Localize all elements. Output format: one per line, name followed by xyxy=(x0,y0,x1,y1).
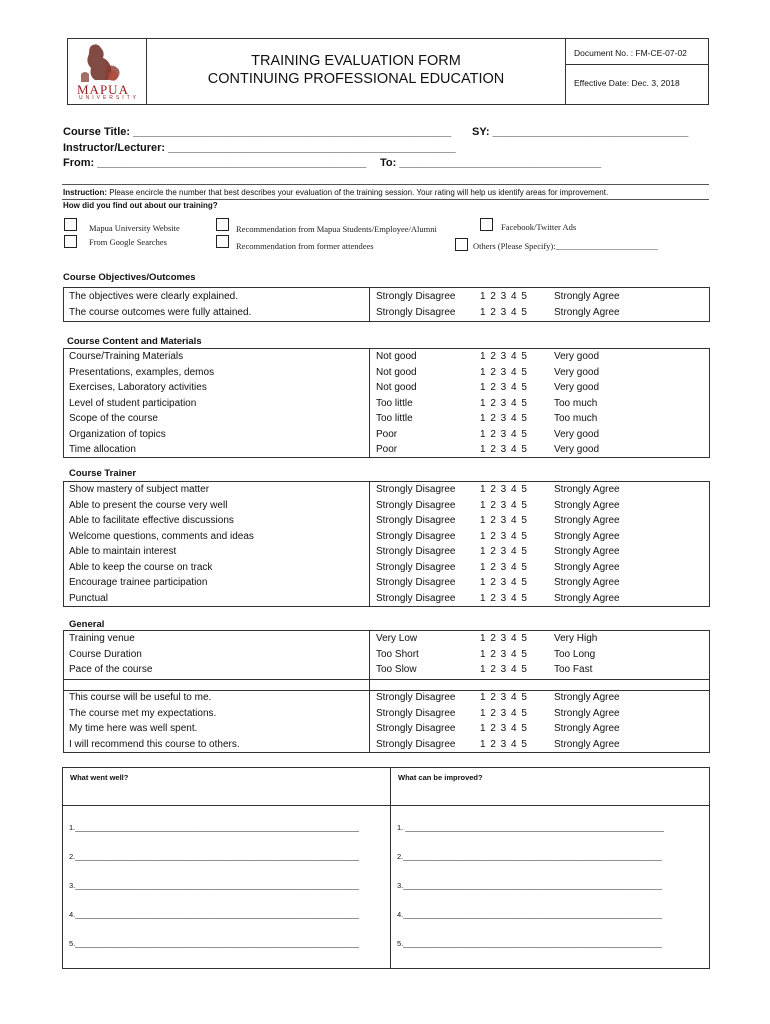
table-row xyxy=(64,411,709,427)
effective-date: Effective Date: Dec. 3, 2018 xyxy=(574,78,680,88)
answer-line[interactable]: 3.____________________________________________________________________ xyxy=(69,881,359,890)
table-row xyxy=(64,647,709,663)
question-text: Welcome questions, comments and ideas xyxy=(69,530,254,542)
scale-low-label: Not good xyxy=(376,366,417,378)
answer-line[interactable]: 2.______________________________________________________________ xyxy=(397,852,662,861)
scale-high-label: Strongly Agree xyxy=(554,592,620,604)
source-others-label[interactable]: Others (Please Specify):________________________ xyxy=(473,241,658,251)
from-field[interactable]: From: ____________________________________________ xyxy=(63,157,367,169)
table-row xyxy=(64,721,709,737)
question-text: Punctual xyxy=(69,592,108,604)
rating-scale[interactable]: 1 2 3 4 5 xyxy=(480,515,528,526)
question-text: Able to keep the course on track xyxy=(69,561,213,573)
scale-low-label: Not good xyxy=(376,351,417,362)
rating-scale[interactable]: 1 2 3 4 5 xyxy=(480,707,528,719)
general-table xyxy=(63,630,710,753)
scale-low-label: Strongly Disagree xyxy=(376,738,456,750)
scale-low-label: Strongly Disagree xyxy=(376,723,456,734)
logo-subtext: UNIVERSITY xyxy=(79,95,140,101)
title-line2: CONTINUING PROFESSIONAL EDUCATION xyxy=(207,71,505,87)
question-text: Able to present the course very well xyxy=(69,499,228,511)
answer-line[interactable]: 5.____________________________________________________________________ xyxy=(69,939,359,948)
scale-high-label: Strongly Agree xyxy=(554,738,620,750)
rating-scale[interactable]: 1 2 3 4 5 xyxy=(480,382,528,393)
document-number: Document No. : FM-CE-07-02 xyxy=(574,48,687,58)
feedback-divider xyxy=(390,768,391,968)
checkbox-rec-former[interactable] xyxy=(216,235,229,248)
rating-scale[interactable]: 1 2 3 4 5 xyxy=(480,530,528,542)
source-social-label: Facebook/Twitter Ads xyxy=(501,222,577,232)
question-text: Scope of the course xyxy=(69,413,158,424)
question-text: Show mastery of subject matter xyxy=(69,484,210,495)
section-content-title: Course Content and Materials xyxy=(67,336,202,347)
scale-low-label: Poor xyxy=(376,444,398,455)
feedback-header-rule xyxy=(63,805,709,806)
improve-label: What can be improved? xyxy=(398,773,483,782)
question-text: Presentations, examples, demos xyxy=(69,366,215,378)
scale-low-label: Strongly Disagree xyxy=(376,306,456,318)
question-text: Encourage trainee participation xyxy=(69,577,208,588)
table-row xyxy=(64,631,709,647)
answer-line[interactable]: 1. ______________________________________________________________ xyxy=(397,823,664,832)
scale-low-label: Strongly Disagree xyxy=(376,515,456,526)
rating-scale[interactable]: 1 2 3 4 5 xyxy=(480,664,528,675)
document-info-box xyxy=(565,38,709,105)
question-text: The objectives were clearly explained. xyxy=(69,291,238,302)
table-row xyxy=(64,560,709,576)
rating-scale[interactable]: 1 2 3 4 5 xyxy=(480,484,528,495)
table-row xyxy=(64,396,709,412)
question-text: This course will be useful to me. xyxy=(69,692,212,703)
rating-scale[interactable]: 1 2 3 4 5 xyxy=(480,444,528,455)
checkbox-others[interactable] xyxy=(455,238,468,251)
rating-scale[interactable]: 1 2 3 4 5 xyxy=(480,633,528,644)
rating-scale[interactable]: 1 2 3 4 5 xyxy=(480,692,528,703)
instruction-top-rule xyxy=(62,184,709,185)
question-text: Course Duration xyxy=(69,648,142,660)
feedback-box xyxy=(62,767,710,969)
scale-low-label: Strongly Disagree xyxy=(376,707,456,719)
scale-low-label: Strongly Disagree xyxy=(376,484,456,495)
scale-high-label: Strongly Agree xyxy=(554,515,620,526)
went-well-label: What went well? xyxy=(70,773,129,782)
question-text: Training venue xyxy=(69,633,135,644)
rating-scale[interactable]: 1 2 3 4 5 xyxy=(480,366,528,378)
scale-high-label: Strongly Agree xyxy=(554,692,620,703)
table-row xyxy=(64,591,709,607)
table-row xyxy=(64,662,709,678)
table-row xyxy=(64,305,709,321)
scale-low-label: Strongly Disagree xyxy=(376,692,456,703)
table-row xyxy=(64,690,709,706)
scale-high-label: Very good xyxy=(554,351,600,362)
scale-high-label: Strongly Agree xyxy=(554,561,620,573)
question-text: I will recommend this course to others. xyxy=(69,738,240,750)
checkbox-social[interactable] xyxy=(480,218,493,231)
scale-high-label: Strongly Agree xyxy=(554,291,620,302)
table-row xyxy=(64,289,709,305)
scale-low-label: Strongly Disagree xyxy=(376,546,456,557)
scale-low-label: Too little xyxy=(376,397,413,409)
checkbox-google[interactable] xyxy=(64,235,77,248)
scale-high-label: Too Long xyxy=(554,648,596,660)
table-row xyxy=(64,349,709,365)
university-logo xyxy=(67,38,147,105)
scale-high-label: Strongly Agree xyxy=(554,707,620,719)
rating-scale[interactable]: 1 2 3 4 5 xyxy=(480,561,528,573)
doc-divider xyxy=(566,64,709,65)
scale-high-label: Very good xyxy=(554,382,600,393)
scale-low-label: Too Short xyxy=(376,648,419,660)
source-website-label: Mapua University Website xyxy=(89,223,180,233)
instruction-text xyxy=(63,188,608,197)
content-table xyxy=(63,348,710,458)
rating-scale[interactable]: 1 2 3 4 5 xyxy=(480,648,528,660)
scale-high-label: Strongly Agree xyxy=(554,577,620,588)
scale-low-label: Too Slow xyxy=(376,664,417,675)
question-text: Level of student participation xyxy=(69,397,197,409)
table-row xyxy=(64,575,709,591)
to-field[interactable]: To: _________________________________ xyxy=(380,157,602,169)
source-google-label: From Google Searches xyxy=(89,237,167,247)
section-objectives-title: Course Objectives/Outcomes xyxy=(63,272,196,283)
general-row-rule xyxy=(64,679,709,680)
source-rec-former-label: Recommendation from former attendees xyxy=(236,241,374,251)
scale-high-label: Strongly Agree xyxy=(554,306,620,318)
rating-scale[interactable]: 1 2 3 4 5 xyxy=(480,397,528,409)
scale-high-label: Strongly Agree xyxy=(554,499,620,511)
scale-high-label: Strongly Agree xyxy=(554,546,620,557)
table-row xyxy=(64,427,709,443)
scale-high-label: Too much xyxy=(554,413,598,424)
table-row xyxy=(64,482,709,498)
rating-scale[interactable]: 1 2 3 4 5 xyxy=(480,577,528,588)
course-title-field[interactable]: Course Title: ____________________________________________________ xyxy=(63,126,452,138)
answer-line[interactable]: 3.______________________________________________________________ xyxy=(397,881,662,890)
scale-low-label: Poor xyxy=(376,428,398,440)
answer-line[interactable]: 5.______________________________________________________________ xyxy=(397,939,662,948)
question-text: Time allocation xyxy=(69,444,136,455)
rating-scale[interactable]: 1 2 3 4 5 xyxy=(480,738,528,750)
source-question: How did you find out about our training? xyxy=(63,201,218,210)
question-text: Able to facilitate effective discussions xyxy=(69,515,234,526)
scale-low-label: Strongly Disagree xyxy=(376,291,456,302)
rating-scale[interactable]: 1 2 3 4 5 xyxy=(480,723,528,734)
rating-scale[interactable]: 1 2 3 4 5 xyxy=(480,592,528,604)
question-text: The course met my expectations. xyxy=(69,707,217,719)
scale-high-label: Very good xyxy=(554,366,600,378)
scale-low-label: Strongly Disagree xyxy=(376,499,456,511)
question-text: Pace of the course xyxy=(69,664,153,675)
sy-field[interactable]: SY: ________________________________ xyxy=(472,126,689,138)
instructor-field[interactable]: Instructor/Lecturer: _______________________________________________ xyxy=(63,142,456,154)
question-text: The course outcomes were fully attained. xyxy=(69,306,252,318)
section-general-title: General xyxy=(69,619,105,630)
checkbox-website[interactable] xyxy=(64,218,77,231)
answer-line[interactable]: 4.____________________________________________________________________ xyxy=(69,910,359,919)
answer-line[interactable]: 1.____________________________________________________________________ xyxy=(69,823,359,832)
answer-line[interactable]: 2.____________________________________________________________________ xyxy=(69,852,359,861)
rating-scale[interactable]: 1 2 3 4 5 xyxy=(480,413,528,424)
table-row xyxy=(64,706,709,722)
scale-high-label: Very High xyxy=(554,633,598,644)
logo-text: MAPUA xyxy=(77,82,129,97)
question-text: Organization of topics xyxy=(69,428,166,440)
scale-low-label: Very Low xyxy=(376,633,418,644)
table-row xyxy=(64,737,709,753)
table-row xyxy=(64,380,709,396)
table-row xyxy=(64,498,709,514)
scale-low-label: Too little xyxy=(376,413,413,424)
scale-high-label: Strongly Agree xyxy=(554,723,620,734)
scale-low-label: Strongly Disagree xyxy=(376,561,456,573)
table-row xyxy=(64,544,709,560)
table-row xyxy=(64,365,709,381)
scale-low-label: Strongly Disagree xyxy=(376,530,456,542)
scale-low-label: Strongly Disagree xyxy=(376,592,456,604)
instruction-body: Please encircle the number that best describes your evaluation of the training session. Your rating will help us identify areas for improvement. xyxy=(109,188,609,197)
scale-high-label: Strongly Agree xyxy=(554,484,620,495)
title-line1: TRAINING EVALUATION FORM xyxy=(251,53,461,69)
source-rec-mapua-label: Recommendation from Mapua Students/Employee/Alumni xyxy=(236,224,437,234)
question-text: Exercises, Laboratory activities xyxy=(69,382,207,393)
checkbox-rec-mapua[interactable] xyxy=(216,218,229,231)
instruction-bottom-rule xyxy=(62,199,709,200)
scale-low-label: Strongly Disagree xyxy=(376,577,456,588)
question-text: Course/Training Materials xyxy=(69,351,184,362)
rating-scale[interactable]: 1 2 3 4 5 xyxy=(480,499,528,511)
rating-scale[interactable]: 1 2 3 4 5 xyxy=(480,306,528,318)
table-row xyxy=(64,513,709,529)
scale-high-label: Very good xyxy=(554,428,600,440)
table-row xyxy=(64,529,709,545)
rating-scale[interactable]: 1 2 3 4 5 xyxy=(480,428,528,440)
scale-high-label: Strongly Agree xyxy=(554,530,620,542)
scale-high-label: Too much xyxy=(554,397,598,409)
scale-low-label: Not good xyxy=(376,382,417,393)
section-trainer-title: Course Trainer xyxy=(69,468,137,479)
rating-scale[interactable]: 1 2 3 4 5 xyxy=(480,546,528,557)
instruction-label: Instruction: xyxy=(63,188,107,197)
rating-scale[interactable]: 1 2 3 4 5 xyxy=(480,291,528,302)
answer-line[interactable]: 4.______________________________________________________________ xyxy=(397,910,662,919)
question-text: Able to maintain interest xyxy=(69,546,177,557)
rating-scale[interactable]: 1 2 3 4 5 xyxy=(480,351,528,362)
scale-high-label: Very good xyxy=(554,444,600,455)
scale-high-label: Too Fast xyxy=(554,664,593,675)
objectives-table xyxy=(63,287,710,322)
question-text: My time here was well spent. xyxy=(69,723,198,734)
trainer-table xyxy=(63,481,710,607)
table-row xyxy=(64,442,709,458)
form-title xyxy=(147,52,565,88)
